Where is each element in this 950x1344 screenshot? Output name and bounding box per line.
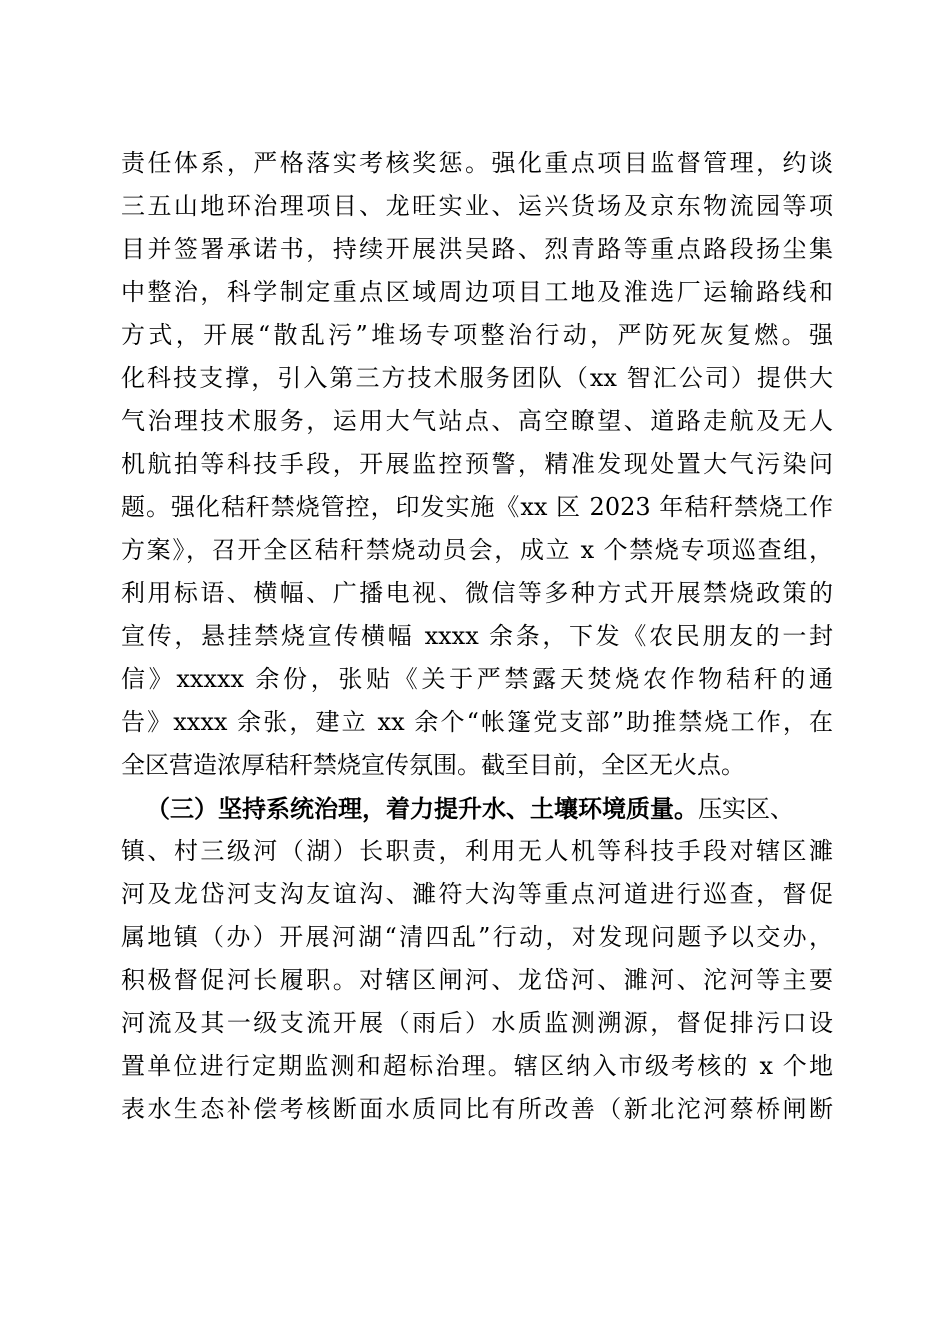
paragraph-line: 中整治，科学制定重点区域周边项目工地及淮选厂运输路线和 (121, 278, 833, 306)
paragraph-first-line (121, 787, 833, 830)
paragraph-line: 镇、村三级河（湖）长职责，利用无人机等科技手段对辖区濉 (121, 837, 833, 865)
paragraph-line: 宣传，悬挂禁烧宣传横幅 xxxx 余条，下发《农民朋友的一封 (121, 622, 833, 650)
paragraph-line: 置单位进行定期监测和超标治理。辖区纳入市级考核的 x 个地 (121, 1052, 833, 1080)
paragraph-line: 表水生态补偿考核断面水质同比有所改善（新北沱河蔡桥闸断 (121, 1095, 833, 1123)
paragraph-line: 化科技支撑，引入第三方技术服务团队（xx 智汇公司）提供大 (121, 364, 833, 392)
paragraph-line: 属地镇（办）开展河湖“清四乱”行动，对发现问题予以交办， (121, 923, 833, 951)
paragraph-line: 目并签署承诺书，持续开展洪吴路、烈青路等重点路段扬尘集 (121, 235, 833, 263)
paragraph-line: 全区营造浓厚秸秆禁烧宣传氛围。截至目前，全区无火点。 (121, 751, 745, 779)
paragraph-line: 信》xxxxx 余份，张贴《关于严禁露天焚烧农作物秸秆的通 (121, 665, 833, 693)
paragraph-line: 题。强化秸秆禁烧管控，印发实施《xx 区 2023 年秸秆禁烧工作 (121, 493, 833, 521)
paragraph-line: 河及龙岱河支沟友谊沟、濉符大沟等重点河道进行巡查，督促 (121, 880, 833, 908)
paragraph-line: 三五山地环治理项目、龙旺实业、运兴货场及京东物流园等项 (121, 192, 833, 220)
section-heading: （三）坚持系统治理，着力提升水、土壤环境质量。 (146, 794, 698, 823)
paragraph-line: 利用标语、横幅、广播电视、微信等多种方式开展禁烧政策的 (121, 579, 833, 607)
paragraph-line: 河流及其一级支流开展（雨后）水质监测溯源，督促排污口设 (121, 1009, 833, 1037)
paragraph-line: 方式，开展“散乱污”堆场专项整治行动，严防死灰复燃。强 (121, 321, 833, 349)
paragraph-line: 告》xxxx 余张，建立 xx 余个“帐篷党支部”助推禁烧工作，在 (121, 708, 833, 736)
paragraph-1 (121, 142, 833, 787)
paragraph-line: 气治理技术服务，运用大气站点、高空瞭望、道路走航及无人 (121, 407, 833, 435)
paragraph-line: 机航拍等科技手段，开展监控预警，精准发现处置大气污染问 (121, 450, 833, 478)
heading-line-rest: 压实区、 (698, 795, 794, 823)
paragraph-line: 积极督促河长履职。对辖区闸河、龙岱河、濉河、沱河等主要 (121, 966, 833, 994)
paragraph-line: 责任体系，严格落实考核奖惩。强化重点项目监督管理，约谈 (121, 149, 833, 177)
body-text (121, 142, 833, 1131)
paragraph-2 (121, 787, 833, 1131)
paragraph-line: 方案》，召开全区秸秆禁烧动员会，成立 x 个禁烧专项巡查组， (121, 536, 833, 564)
